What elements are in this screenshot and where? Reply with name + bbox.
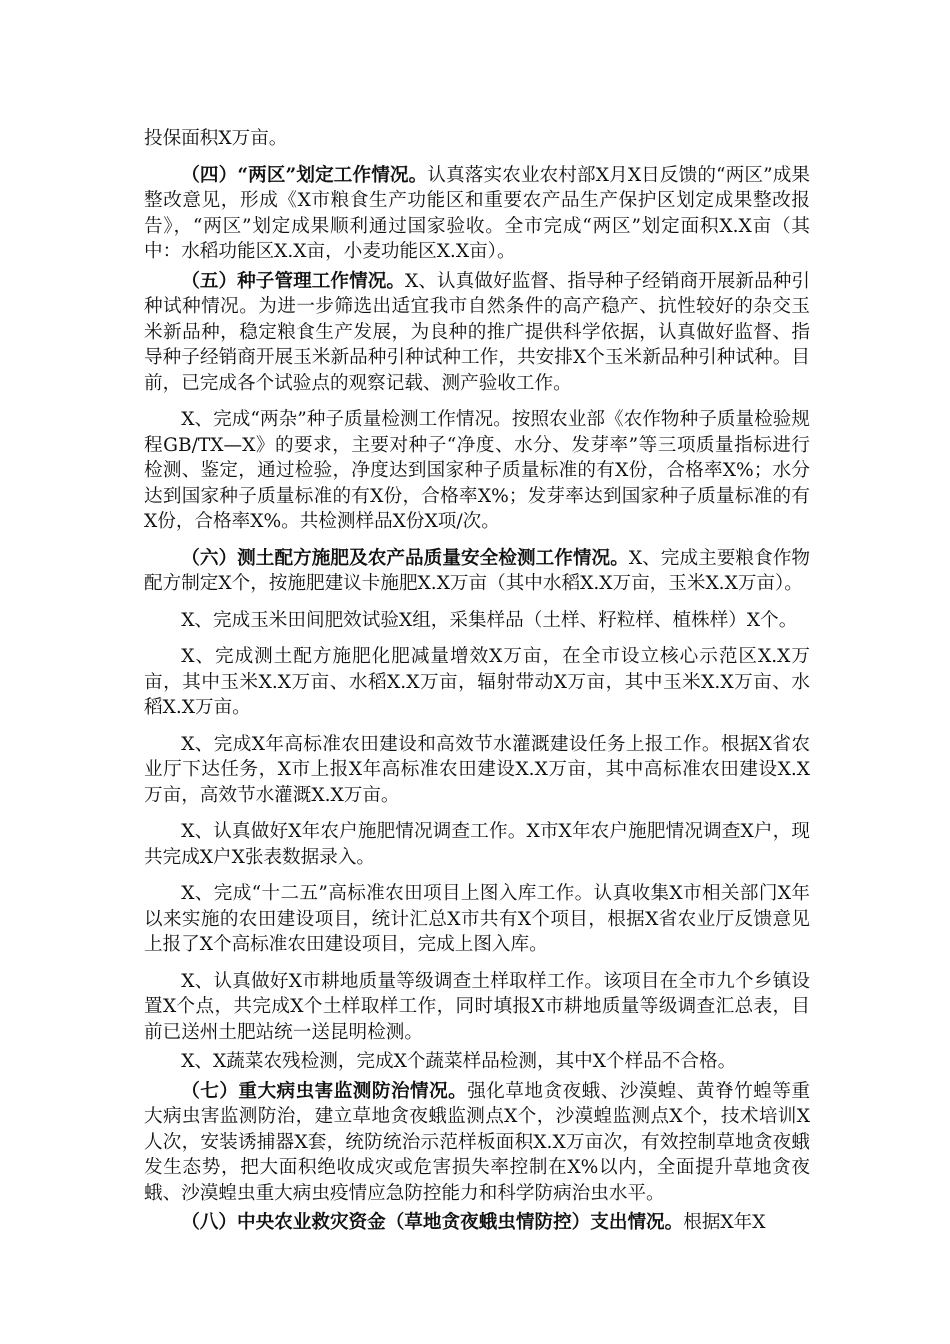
section-heading-4: （四）“两区”划定工作情况。 <box>181 164 428 186</box>
paragraph-text: X、完成玉米田间肥效试验X组，采集样品（土样、籽粒样、植株样）X个。 <box>181 609 798 631</box>
paragraph-7-fertilizer-reduction <box>144 644 810 721</box>
paragraph-6-field-trials <box>144 608 810 634</box>
paragraph-text: X、完成“两杂”种子质量检测工作情况。按照农业部《农作物种子质量检验规程GB/TX—X》的要求，主要对种子“净度、水分、发芽率”等三项质量指标进行检测、鉴定，通过检验，净度达到国家种子质量标准的有X份，合格率X%；水分达到国家种子质量标准的有X份，合格率X%；发芽率达到国家种子质量标准的有X份，合格率X%。共检测样品X份X项/次。 <box>144 409 810 532</box>
paragraph-text: 投保面积X万亩。 <box>144 128 288 149</box>
paragraph-3-seed-management <box>144 269 810 397</box>
paragraph-text: X、认真做好X市耕地质量等级调查土样取样工作。该项目在全市九个乡镇设置X个点，共完成X个土样取样工作，同时填报X市耕地质量等级调查汇总表，目前已送州土肥站统一送昆明检测。 <box>144 970 810 1043</box>
paragraph-text: 认真落实农业农村部X月X日反馈的“两区”成果整改意见，形成《X市粮食生产功能区和重要农产品生产保护区划定成果整改报告》，“两区”划定成果顺利通过国家验收。全市完成“两区”划定面积X.X亩（其中：水稻功能区X.X亩，小麦功能区X.X亩）。 <box>144 164 810 262</box>
paragraph-text: X、完成测土配方施肥化肥减量增效X万亩，在全市设立核心示范区X.X万亩，其中玉米X.X万亩、水稻X.X万亩，辐射带动X万亩，其中玉米X.X万亩、水稻X.X万亩。 <box>144 646 810 718</box>
paragraph-text: X、完成X年高标准农田建设和高效节水灌溉建设任务上报工作。根据X省农业厅下达任务，X市上报X年高标准农田建设X.X万亩，其中高标准农田建设X.X万亩，高效节水灌溉X.X万亩。 <box>144 733 810 806</box>
paragraph-text: X、认真做好监督、指导种子经销商开展新品种引种试种情况。为进一步筛选出适宜我市自然条件的高产稳产、抗性较好的杂交玉米新品种，稳定粮食生产发展，为良种的推广提供科学依据，认真做好监督、指导种子经销商开展玉米新品种引种试种工作，共安排X个玉米新品种引种试种。目前，已完成各个试验点的观察记载、测产验收工作。 <box>144 270 810 394</box>
paragraph-text: X、完成“十二五”高标准农田项目上图入库工作。认真收集X市相关部门X年以来实施的农田建设项目，统计汇总X市共有X个项目，根据X省农业厅反馈意见上报了X个高标准农田建设项目，完成上图入库。 <box>144 883 810 955</box>
paragraph-14-disaster-funds <box>144 1210 810 1236</box>
paragraph-4-seed-quality <box>144 407 810 535</box>
paragraph-9-household-survey <box>144 819 810 870</box>
paragraph-12-vegetable-residue <box>144 1049 810 1075</box>
section-heading-5: （五）种子管理工作情况。 <box>181 270 406 292</box>
paragraph-8-farmland-construction <box>144 732 810 809</box>
paragraph-1 <box>144 126 810 152</box>
document-body <box>144 126 810 1247</box>
section-heading-8: （八）中央农业救灾资金（草地贪夜蛾虫情防控）支出情况。 <box>181 1212 684 1233</box>
paragraph-text: X、X蔬菜农残检测，完成X个蔬菜样品检测，其中X个样品不合格。 <box>181 1051 737 1072</box>
paragraph-text: X、认真做好X年农户施肥情况调查工作。X市X年农户施肥情况调查X户，现共完成X户X张表数据录入。 <box>144 821 810 868</box>
paragraph-2-two-zones <box>144 163 810 265</box>
paragraph-text: 根据X年X <box>683 1212 766 1233</box>
paragraph-11-soil-sampling <box>144 969 810 1046</box>
paragraph-10-mapping <box>144 881 810 958</box>
section-heading-6: （六）测土配方施肥及农产品质量安全检测工作情况。 <box>181 547 629 569</box>
paragraph-13-pest-control <box>144 1079 810 1207</box>
section-heading-7: （七）重大病虫害监测防治情况。 <box>181 1080 468 1102</box>
paragraph-text: 强化草地贪夜蛾、沙漠蝗、黄脊竹蝗等重大病虫害监测防治，建立草地贪夜蛾监测点X个，沙漠蝗监测点X个，技术培训X人次，安装诱捕器X套，统防统治示范样板面积X.X万亩次，有效控制草地贪夜蛾发生态势，把大面积绝收成灾或危害损失率控制在X%以内，全面提升草地贪夜蛾、沙漠蝗虫重大病虫疫情应急防控能力和科学防病治虫水平。 <box>144 1080 810 1204</box>
paragraph-5-soil-testing <box>144 546 810 597</box>
paragraph-text: X、完成主要粮食作物配方制定X个，按施肥建议卡施肥X.X万亩（其中水稻X.X万亩，玉米X.X万亩）。 <box>144 547 810 594</box>
